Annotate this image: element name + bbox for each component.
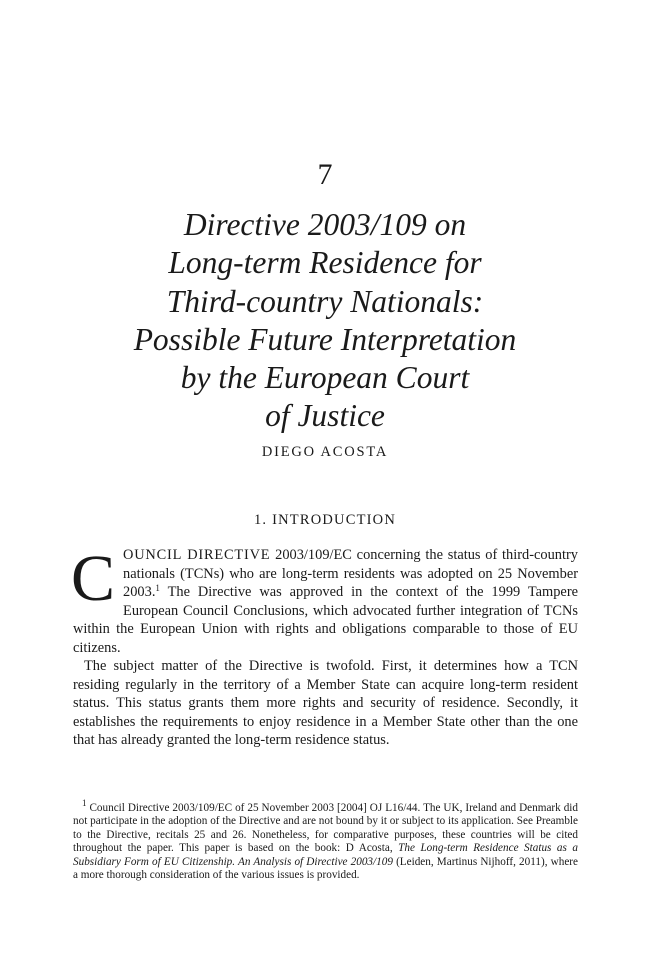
chapter-title-line: Third-country Nationals: xyxy=(166,283,484,319)
chapter-number: 7 xyxy=(317,158,333,191)
section-heading: 1. INTRODUCTION xyxy=(253,512,397,528)
drop-cap: C xyxy=(71,542,116,615)
body-text xyxy=(71,542,578,750)
footnote-reference[interactable]: 1 xyxy=(155,583,160,593)
chapter-title-line: of Justice xyxy=(265,398,385,434)
footnote xyxy=(73,798,578,882)
author-name: DIEGO ACOSTA xyxy=(261,444,389,460)
lead-in-caps: OUNCIL DIRECTIVE xyxy=(123,547,271,563)
paragraph xyxy=(71,542,578,657)
chapter-title-line: Possible Future Interpretation xyxy=(133,321,517,357)
paragraph: The subject matter of the Directive is twofold. First, it determines how a TCN residing regularly in the territory of a Member State can acquire long-term resident status. This status grants them more rights and security of residence. Secondly, it establishes the requirements to enjoy residence in a Member State other than the one that has already granted the long-term residence status. xyxy=(73,658,578,748)
footnote-book-title: The Long-term Residence Status as a Subsidiary Form of EU Citizenship. An Analysis of Directive 2003/109 xyxy=(73,842,578,868)
paragraph-text: 2003/109/EC concerning the status of third-country nationals (TCNs) who are long-term residents was adopted on 25 November 2003. xyxy=(123,547,578,600)
chapter-title xyxy=(0,206,650,436)
footnote-text: (Leiden, Martinus Nijhoff, 2011), where a more thorough consideration of the various issues is provided. xyxy=(73,855,578,882)
footnote-text: Council Directive 2003/109/EC of 25 November 2003 [2004] OJ L16/44. The UK, Ireland and Denmark did not participate in the adoption of the Directive and are not bound by it or subject to its application. See Preamble to the Directive, recitals 25 and 26. Nonetheless, for comparative purposes, these countries will be cited throughout the paper. This paper is based on the book: D Acosta, xyxy=(73,802,578,855)
chapter-title-line: Long-term Residence for xyxy=(168,245,482,281)
chapter-title-line: by the European Court xyxy=(180,360,470,396)
chapter-title-line: Directive 2003/109 on xyxy=(183,207,467,242)
footnote-mark: 1 xyxy=(82,798,87,808)
paragraph-text: The Directive was approved in the context of the 1999 Tampere European Council Conclusions, which advocated further integration of TCNs within the European Union with rights and obligations comparable to those of EU citizens. xyxy=(73,584,578,656)
